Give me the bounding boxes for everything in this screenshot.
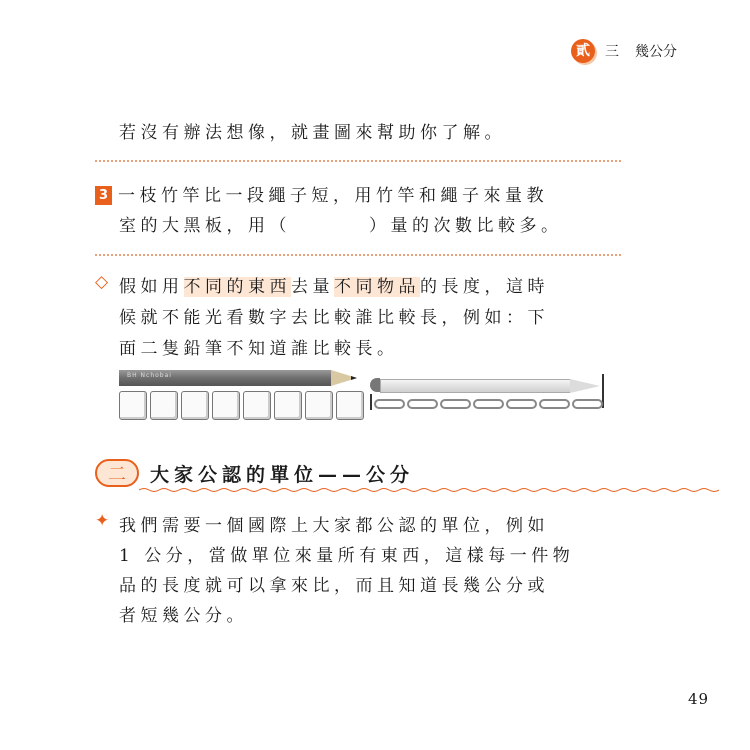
paperclip-icon <box>374 399 405 409</box>
question-line-2 <box>119 211 563 236</box>
pencil-measured-by-clips-illustration <box>370 366 610 420</box>
tile-icon <box>305 391 333 420</box>
dotted-divider-1 <box>95 160 621 162</box>
tile-icon <box>181 391 209 420</box>
chapter-header <box>571 38 677 64</box>
section-number-badge: 二 <box>95 459 139 487</box>
point1-text-b: 去量 <box>291 277 334 297</box>
paperclip-icon <box>572 399 603 409</box>
question-text-2a: 室的大黑板，用（ <box>119 216 291 236</box>
question-text-1: 一枝竹竿比一段繩子短，用竹竿和繩子來量教 <box>118 186 548 206</box>
question-text-2b: ）量的次數比較多。 <box>369 216 563 236</box>
point1-line-2: 候就不能光看數字去比較誰比較長，例如：下 <box>119 308 549 328</box>
star-bullet-icon: ✦ <box>95 511 110 531</box>
tile-icon <box>243 391 271 420</box>
chapter-badge: 貳 <box>571 39 595 63</box>
tile-icon <box>274 391 302 420</box>
wavy-underline <box>139 487 719 493</box>
point2-line-2: 1 公分，當做單位來量所有東西，這樣每一件物 <box>119 546 575 566</box>
tile-icon <box>119 391 147 420</box>
diamond-bullet-icon: ◇ <box>95 272 109 292</box>
chapter-title: 幾公分 <box>635 44 677 60</box>
paperclip-icon <box>539 399 570 409</box>
point1-line-3: 面二隻鉛筆不知道誰比較長。 <box>119 339 399 359</box>
question-line-1 <box>95 181 548 206</box>
white-pencil-icon <box>380 379 572 393</box>
point2-line-3: 品的長度就可以拿來比，而且知道長幾公分或 <box>119 576 549 596</box>
intro-text: 若沒有辦法想像，就畫圖來幫助你了解。 <box>119 123 506 143</box>
pencil-measured-by-tiles-illustration <box>119 366 359 420</box>
tile-icon <box>336 391 364 420</box>
dotted-divider-2 <box>95 254 621 256</box>
point1-text-a: 假如用 <box>119 277 184 297</box>
paperclip-icon <box>473 399 504 409</box>
chapter-number: 三 <box>605 44 619 60</box>
tile-icon <box>212 391 240 420</box>
point1-text-c: 的長度，這時 <box>420 277 549 297</box>
tile-row <box>119 391 364 420</box>
page-number: 49 <box>688 690 710 708</box>
start-marker-line <box>370 394 372 410</box>
question-number-badge: 3 <box>95 186 112 205</box>
paperclip-icon <box>407 399 438 409</box>
paperclip-icon <box>440 399 471 409</box>
section-title: 大家公認的單位——公分 <box>150 464 415 486</box>
pencil-label: BH Nchobai <box>127 372 172 379</box>
paperclip-row <box>374 399 603 409</box>
highlight-different-items: 不同物品 <box>334 277 420 297</box>
highlight-different-things: 不同的東西 <box>183 277 291 297</box>
tile-icon <box>150 391 178 420</box>
point1-line-1 <box>119 272 549 297</box>
point2-line-4: 者短幾公分。 <box>119 606 248 626</box>
point2-line-1: 我們需要一個國際上大家都公認的單位，例如 <box>119 516 549 536</box>
paperclip-icon <box>506 399 537 409</box>
section-heading <box>95 457 495 489</box>
